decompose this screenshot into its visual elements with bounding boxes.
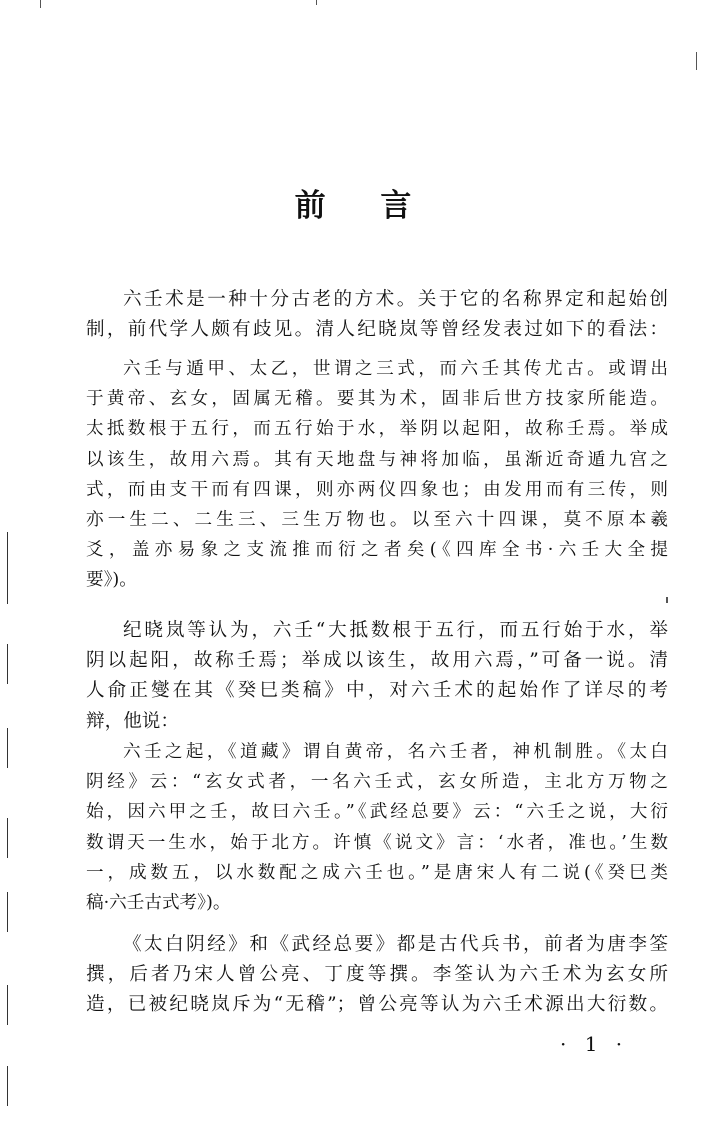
text-line: 辩，他说： bbox=[86, 710, 179, 732]
scan-mark bbox=[316, 0, 317, 5]
text-line: 阴经》云：“玄女式者，一名六壬式，玄女所造，主北方万物之 bbox=[86, 772, 668, 793]
margin-bar bbox=[7, 985, 8, 1025]
text-line: 以该生，故用六焉。其有天地盘与神将加临，虽渐近奇遁九宫之 bbox=[86, 449, 668, 470]
text-line: 太抵数根于五行，而五行始于水，举阴以起阳，故称壬焉。举成 bbox=[86, 419, 668, 440]
text-line: 《太白阴经》和《武经总要》都是古代兵书，前者为唐李筌 bbox=[123, 934, 668, 955]
margin-bar bbox=[7, 532, 8, 604]
text-line: 造，已被纪晓岚斥为“无稽”；曾公亮等认为六壬术源出大衍数。 bbox=[86, 994, 668, 1016]
scan-mark bbox=[40, 0, 41, 8]
text-line: 数谓天一生水，始于北方。许慎《说文》言：‘水者，准也。’生数 bbox=[86, 832, 668, 853]
margin-bar bbox=[7, 644, 8, 684]
text-line: 纪晓岚等认为，六壬“大抵数根于五行，而五行始于水，举 bbox=[123, 620, 668, 641]
text-line: 要》)。 bbox=[86, 570, 137, 591]
page-title: 前 言 bbox=[294, 188, 434, 224]
text-line: 稿·六壬古式考》)。 bbox=[86, 892, 231, 913]
text-line: 六壬之起，《道藏》谓自黄帝，名六壬者，神机制胜。《太白 bbox=[123, 742, 668, 762]
text-line: 于黄帝、玄女，固属无稽。要其为术，固非后世方技家所能造。 bbox=[86, 389, 668, 410]
text-line: 式，而由支干而有四课，则亦两仪四象也；由发用而有三传，则 bbox=[86, 479, 668, 500]
margin-bar bbox=[7, 728, 8, 768]
paragraph-1 bbox=[86, 285, 668, 345]
text-line: 爻，盖亦易象之支流推而衍之者矣(《四库全书·六壬大全提 bbox=[86, 540, 668, 561]
text-line: 制，前代学人颇有歧见。清人纪晓岚等曾经发表过如下的看法： bbox=[86, 319, 668, 341]
text-line: 亦一生二、二生三、三生万物也。以至六十四课，莫不原本羲 bbox=[86, 509, 668, 530]
text-line: 六壬与遁甲、太乙，世谓之三式，而六壬其传尤古。或谓出 bbox=[123, 359, 668, 379]
scan-mark bbox=[666, 597, 668, 603]
text-line: 撰，后者乃宋人曾公亮、丁度等撰。李筌认为六壬术为玄女所 bbox=[86, 964, 668, 986]
quotation-1 bbox=[86, 354, 668, 596]
quotation-2 bbox=[86, 737, 668, 918]
margin-bar bbox=[7, 892, 8, 932]
text-line: 六壬术是一种十分古老的方术。关于它的名称界定和起始创 bbox=[123, 289, 668, 310]
text-line: 始，因六甲之壬，故曰六壬。”《武经总要》云：“六壬之说，大衍 bbox=[86, 802, 668, 823]
page-number: · 1 · bbox=[560, 1032, 629, 1056]
margin-bar bbox=[7, 818, 8, 858]
text-line: 一，成数五，以水数配之成六壬也。”是唐宋人有二说(《癸巳类 bbox=[86, 862, 668, 883]
text-line: 人俞正燮在其《癸巳类稿》中，对六壬术的起始作了详尽的考 bbox=[86, 680, 668, 702]
margin-bar bbox=[7, 1066, 8, 1106]
scan-mark bbox=[696, 52, 697, 70]
paragraph-2 bbox=[86, 616, 668, 737]
text-line: 阴以起阳，故称壬焉；举成以该生，故用六焉，”可备一说。清 bbox=[86, 650, 668, 672]
paragraph-3 bbox=[86, 930, 668, 1021]
